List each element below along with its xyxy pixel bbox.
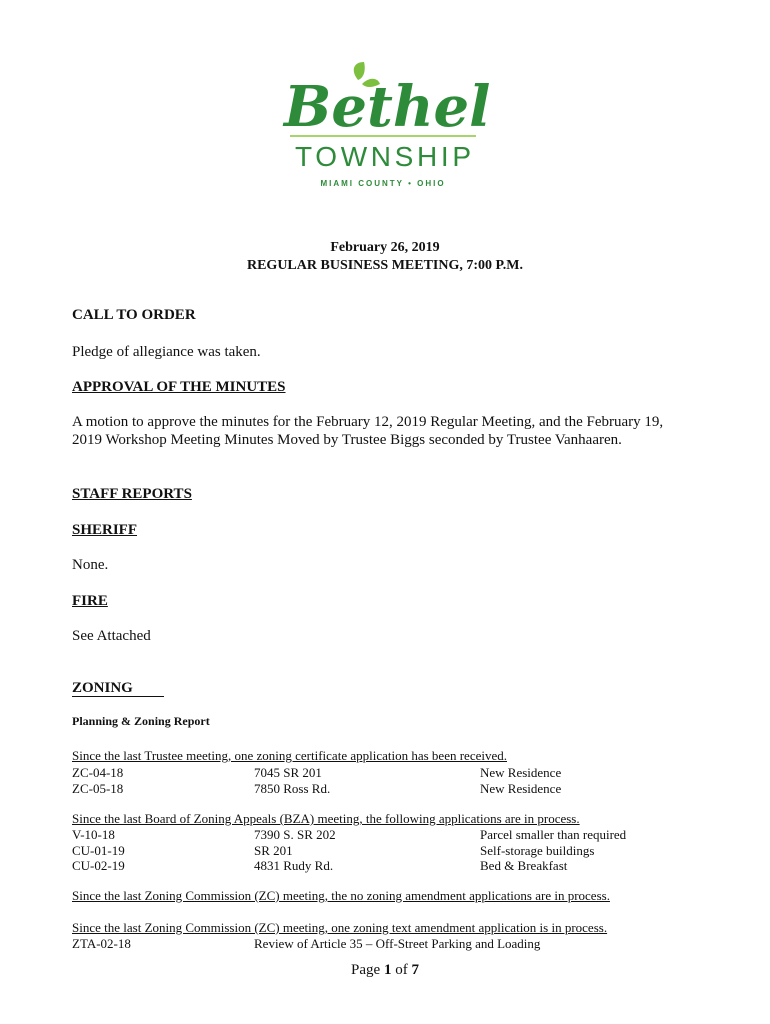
approval-text-line1: A motion to approve the minutes for the February 12, 2019 Regular Meeting, and the February 19, [72, 414, 664, 430]
logo-word: TOWNSHIP [295, 141, 471, 172]
table-cell-id: V-10-18 [72, 827, 115, 842]
trustee-intro: Since the last Trustee meeting, one zoning certificate application has been received. [72, 748, 507, 763]
table-cell-desc: Bed & Breakfast [480, 858, 568, 873]
table-cell-id: ZC-04-18 [72, 765, 124, 780]
logo-county: MIAMI COUNTY • OHIO [320, 179, 446, 188]
page-current: 1 [383, 962, 392, 978]
logo-graphic [280, 60, 490, 192]
staff-reports-heading: STAFF REPORTS [72, 486, 192, 502]
table-cell-desc: Self-storage buildings [480, 843, 595, 858]
table-cell-address: 7850 Ross Rd. [254, 781, 331, 796]
table-cell-id: CU-01-19 [72, 843, 125, 858]
fire-heading: FIRE [72, 593, 108, 609]
of-word: of [395, 962, 408, 978]
table-cell-id: CU-02-19 [72, 858, 125, 873]
meeting-title: REGULAR BUSINESS MEETING, 7:00 P.M. [246, 258, 524, 273]
meeting-date: February 26, 2019 [330, 240, 440, 255]
table-cell-desc: New Residence [480, 781, 562, 796]
zta-desc: Review of Article 35 – Off-Street Parking and Loading [254, 936, 541, 951]
zc-none-text: Since the last Zoning Commission (ZC) meeting, the no zoning amendment applications are in process. [72, 888, 610, 903]
table-cell-address: 7045 SR 201 [254, 765, 322, 780]
call-to-order-text: Pledge of allegiance was taken. [72, 344, 261, 360]
table-cell-desc: New Residence [480, 765, 562, 780]
page-word: Page [351, 962, 381, 978]
sheriff-heading: SHERIFF [72, 522, 138, 538]
table-cell-address: 4831 Rudy Rd. [254, 858, 334, 873]
zc-intro: Since the last Zoning Commission (ZC) meeting, one zoning text amendment application is in process. [72, 920, 608, 935]
approval-text-line2: 2019 Workshop Meeting Minutes Moved by Trustee Biggs seconded by Trustee Vanhaaren. [72, 432, 622, 448]
logo-script-name: Bethel [284, 74, 490, 140]
planning-zoning-subheading: Planning & Zoning Report [72, 714, 210, 728]
call-to-order-heading: CALL TO ORDER [72, 307, 196, 323]
table-cell-desc: Parcel smaller than required [480, 827, 627, 842]
approval-heading: APPROVAL OF THE MINUTES [72, 379, 286, 395]
sheriff-text: None. [72, 557, 109, 573]
fire-text: See Attached [72, 628, 151, 644]
zta-id: ZTA-02-18 [72, 936, 131, 951]
table-cell-id: ZC-05-18 [72, 781, 124, 796]
bethel-township-logo [280, 60, 490, 192]
zoning-heading [72, 681, 164, 697]
bza-intro: Since the last Board of Zoning Appeals (BZA) meeting, the following applications are in process. [72, 811, 580, 826]
table-cell-address: SR 201 [254, 843, 293, 858]
page-total: 7 [411, 962, 419, 978]
page-number [0, 962, 770, 979]
zoning-heading-text: ZONING [72, 680, 133, 696]
table-cell-address: 7390 S. SR 202 [254, 827, 336, 842]
